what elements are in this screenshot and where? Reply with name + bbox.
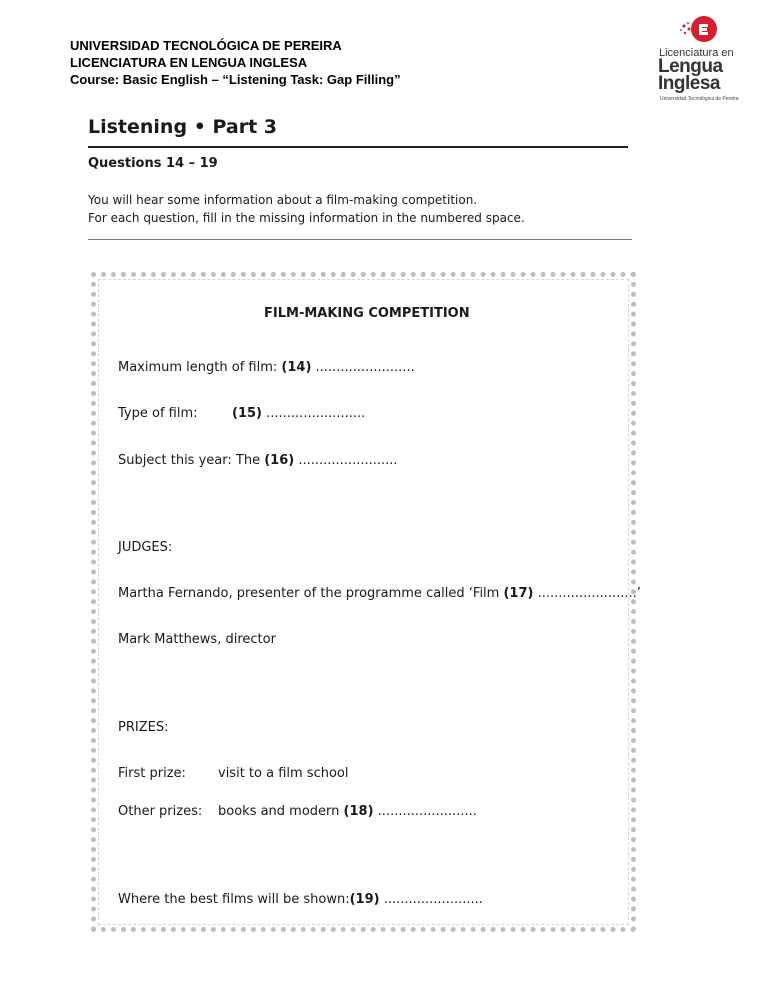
section-title <box>88 116 277 138</box>
question-19 <box>118 892 483 907</box>
form-title: FILM-MAKING COMPETITION <box>264 306 470 321</box>
question-15 <box>118 406 366 421</box>
q19-label: Where the best films will be shown: <box>118 892 350 907</box>
section-title-listening: Listening <box>88 116 188 138</box>
q17-gap: ........................ <box>537 586 637 601</box>
q16-prefix: The <box>235 453 261 468</box>
first-prize-value: visit to a film school <box>218 766 349 781</box>
university-name: UNIVERSIDAD TECNOLÓGICA DE PEREIRA <box>70 38 342 53</box>
q18-label: Other prizes: <box>118 804 203 819</box>
title-divider <box>88 146 628 148</box>
q15-label: Type of film: <box>118 406 198 421</box>
q14-number: (14) <box>281 360 312 375</box>
instructions-divider <box>88 239 632 240</box>
first-prize <box>118 766 349 781</box>
q18-gap: ........................ <box>377 804 477 819</box>
q17-number: (17) <box>503 586 534 601</box>
logo-text-licenciatura: Licenciatura en <box>659 47 734 59</box>
logo-mark-icon <box>678 14 718 46</box>
section-title-bullet: • <box>193 116 206 138</box>
logo-text-lengua: Lengua <box>658 56 723 77</box>
q16-label: Subject this year: <box>118 453 232 468</box>
q15-number: (15) <box>232 406 262 421</box>
section-title-part: Part 3 <box>212 116 278 138</box>
prizes-heading: PRIZES: <box>118 720 169 735</box>
question-17 <box>118 586 641 601</box>
q18-value: books and modern <box>218 804 340 819</box>
q16-number: (16) <box>264 453 295 468</box>
q15-gap: ........................ <box>266 406 366 421</box>
questions-range: Questions 14 – 19 <box>88 156 218 171</box>
q14-gap: ........................ <box>315 360 415 375</box>
judge-mark-matthews: Mark Matthews, director <box>118 632 276 647</box>
logo-text-inglesa: Inglesa <box>658 73 720 94</box>
question-16 <box>118 453 398 468</box>
q19-gap: ........................ <box>383 892 483 907</box>
judges-heading: JUDGES: <box>118 540 173 555</box>
q19-number: (19) <box>349 892 380 907</box>
instruction-line-1: You will hear some information about a film-making competition. <box>88 193 478 207</box>
document-header <box>70 37 401 88</box>
logo-text-university: Universidad Tecnológica de Pereira <box>660 96 739 102</box>
q14-label: Maximum length of film: <box>118 360 278 375</box>
q17-label: Martha Fernando, presenter of the programme called ‘Film <box>118 586 500 601</box>
program-logo <box>656 14 748 102</box>
instructions <box>88 191 525 227</box>
q16-gap: ........................ <box>298 453 398 468</box>
first-prize-label: First prize: <box>118 766 186 781</box>
q18-number: (18) <box>343 804 374 819</box>
q17-suffix: ’ <box>636 586 641 601</box>
program-name: LICENCIATURA EN LENGUA INGLESA <box>70 55 308 70</box>
course-name: Course: Basic English – “Listening Task: Gap Filling” <box>70 72 401 87</box>
instruction-line-2: For each question, fill in the missing information in the numbered space. <box>88 211 525 225</box>
question-14 <box>118 360 415 375</box>
question-18 <box>118 804 477 819</box>
